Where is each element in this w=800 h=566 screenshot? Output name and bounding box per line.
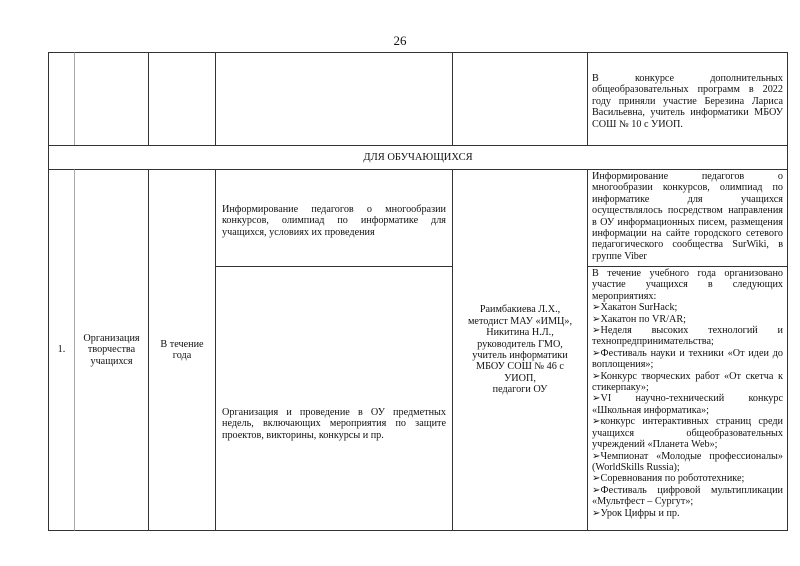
row-period	[148, 169, 216, 531]
result-1	[587, 169, 788, 267]
list-item: ➢Урок Цифры и пр.	[592, 507, 680, 519]
arrow-bullet-icon: ➢	[592, 450, 601, 462]
responsible-6: МБОУ СОШ № 46 с	[476, 361, 564, 373]
list-item: ➢Фестиваль цифровой мультипликации «Мультфест – Сургут»;	[592, 484, 783, 508]
activity-2	[215, 266, 453, 531]
activity-1	[215, 169, 453, 267]
activity-1-text: Информирование педагогов о многообразии конкурсов, олимпиад по информатике для учащихся, условиях их проведения	[222, 204, 446, 238]
responsible-5: учитель информатики	[472, 350, 568, 361]
arrow-bullet-icon: ➢	[592, 484, 601, 496]
plan-table	[48, 52, 788, 531]
responsible-2: методист МАУ «ИМЦ»,	[467, 315, 573, 327]
row-number-text: 1.	[57, 344, 66, 356]
responsible-7: УИОП,	[504, 372, 536, 384]
arrow-bullet-icon: ➢	[592, 325, 601, 337]
result-2	[587, 266, 788, 531]
arrow-bullet-icon: ➢	[592, 393, 601, 405]
cont-col-responsible	[452, 52, 588, 146]
cont-col-num	[48, 52, 75, 146]
list-item: ➢Соревнования по робототехнике;	[592, 473, 745, 485]
list-item: ➢Фестиваль науки и техники «От идеи до воплощения»;	[592, 347, 783, 371]
cont-result-text: В конкурсе дополнительных общеобразовательных программ в 2022 году приняли участие Березина Лариса Васильевна, учитель информатики МБОУ СОШ № 10 с УИОП.	[592, 73, 783, 130]
section-title-row	[48, 145, 788, 170]
list-item: ➢Чемпионат «Молодые профессионалы» (WorldSkills Russia);	[592, 450, 783, 473]
row-responsible	[452, 169, 588, 531]
row-number	[48, 169, 75, 531]
list-item: ➢Хакатон SurHack;	[592, 302, 678, 314]
cont-result	[587, 52, 788, 146]
row-direction-text: Организация творчества учащихся	[83, 332, 140, 367]
row-direction	[74, 169, 149, 531]
arrow-bullet-icon: ➢	[592, 507, 601, 519]
list-item: ➢конкурс интерактивных страниц среди учащихся общеобразовательных учреждений «Планета Web»;	[592, 416, 783, 451]
list-item: ➢Конкурс творческих работ «От скетча к стикерпаку»;	[592, 370, 783, 394]
cont-col-period	[148, 52, 216, 146]
responsible-8: педагоги ОУ	[492, 384, 548, 396]
result-1-text: Информирование педагогов о многообразии конкурсов, олимпиад по информатике для учащихся осуществлялось посредством направления в ОУ информационных писем, размещения информации на сайте городского сетевого педагогического сообщества SurWiki, в группе Viber	[592, 171, 783, 262]
arrow-bullet-icon: ➢	[592, 473, 601, 485]
page-number: 26	[393, 33, 407, 48]
responsible-4: руководитель ГМО,	[477, 338, 563, 350]
cont-col-direction	[74, 52, 149, 146]
responsible-1: Раимбакиева Л.Х.,	[479, 304, 561, 316]
arrow-bullet-icon: ➢	[592, 347, 601, 359]
cont-col-activity	[215, 52, 453, 146]
activity-2-text: Организация и проведение в ОУ предметных недель, включающих мероприятия по защите проектов, викторины, конкурсы и пр.	[222, 407, 446, 441]
result-2-list	[592, 302, 783, 519]
arrow-bullet-icon: ➢	[592, 416, 601, 428]
result-2-intro: В течение учебного года организовано участие учащихся в следующих мероприятиях:	[592, 268, 783, 302]
responsible-3: Никитина Н.Л.,	[486, 327, 554, 339]
list-item: ➢VI научно-технический конкурс «Школьная информатика»;	[592, 393, 783, 416]
arrow-bullet-icon: ➢	[592, 313, 601, 325]
list-item: ➢Неделя высоких технологий и технопредпринимательства;	[592, 325, 783, 348]
list-item: ➢Хакатон по VR/AR;	[592, 313, 686, 325]
arrow-bullet-icon: ➢	[592, 370, 601, 382]
section-title: ДЛЯ ОБУЧАЮЩИХСЯ	[363, 151, 473, 163]
row-period-text: В течение года	[160, 338, 204, 361]
arrow-bullet-icon: ➢	[592, 302, 601, 314]
